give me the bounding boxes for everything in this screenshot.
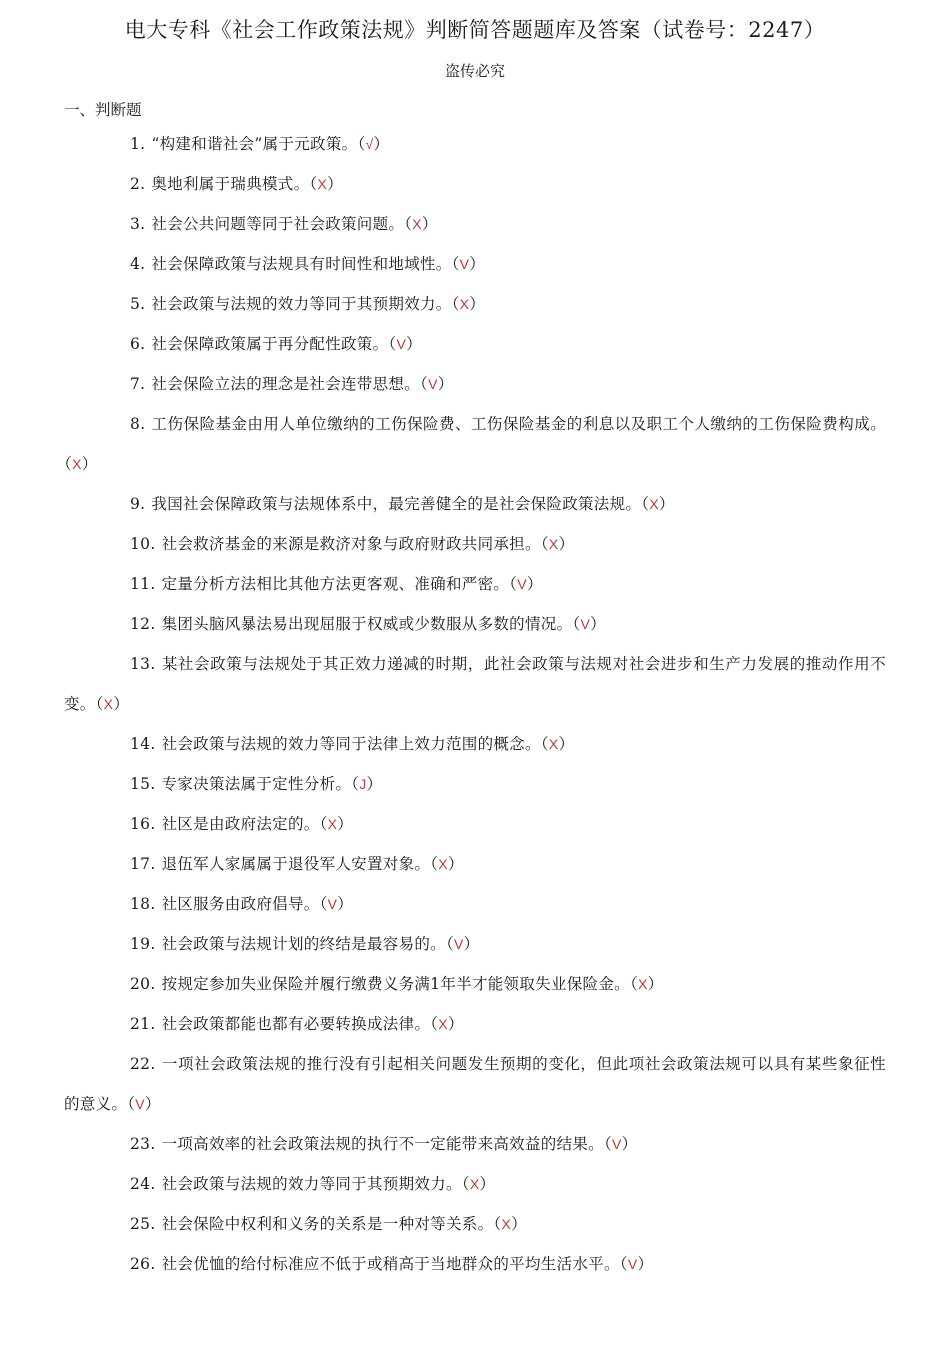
question-text: 一项社会政策法规的推行没有引起相关问题发生预期的变化，但此项社会政策法规可以具有某些象征性的意义。 — [64, 1055, 886, 1113]
answer-open-paren: （ — [309, 175, 318, 193]
answer-mark: X — [638, 976, 648, 992]
question-item — [64, 1004, 886, 1044]
question-number: 8. — [130, 415, 146, 433]
question-text: 社区服务由政府倡导。 — [161, 895, 320, 913]
answer-open-paren: （ — [357, 135, 366, 153]
answer — [430, 1015, 464, 1033]
answer-open-paren: （ — [451, 295, 460, 313]
answer-close-paren: ） — [373, 135, 390, 153]
document-title: 电大专科《社会工作政策法规》判断简答题题库及答案（试卷号：2247） — [124, 18, 826, 42]
question-item — [64, 964, 886, 1004]
question-text: 社会政策与法规的效力等同于其预期效力。 — [151, 295, 452, 313]
answer-open-paren: （ — [572, 615, 581, 633]
answer-close-paren: ） — [647, 975, 664, 993]
question-number: 12. — [130, 615, 156, 633]
answer-close-paren: ） — [447, 1015, 464, 1033]
question-item — [64, 1044, 886, 1124]
answer-mark: V — [459, 256, 470, 272]
answer-mark: V — [627, 1256, 638, 1272]
question-item — [64, 164, 886, 204]
question-text: 奥地利属于瑞典模式。 — [151, 175, 310, 193]
question-number: 25. — [130, 1215, 156, 1233]
question-number: 23. — [130, 1135, 156, 1153]
question-number: 10. — [130, 535, 156, 553]
answer-close-paren: ） — [558, 735, 575, 753]
answer — [96, 695, 130, 713]
answer-mark: X — [412, 216, 422, 232]
answer — [64, 455, 98, 473]
answer-open-paren: （ — [629, 975, 638, 993]
answer-open-paren: （ — [430, 1015, 439, 1033]
answer — [452, 295, 486, 313]
question-number: 15. — [130, 775, 156, 793]
question-text: 社会公共问题等同于社会政策问题。 — [151, 215, 405, 233]
question-number: 17. — [130, 855, 156, 873]
question-number: 3. — [130, 215, 146, 233]
question-number: 22. — [130, 1055, 156, 1073]
answer-mark: X — [501, 1216, 512, 1232]
question-item — [64, 804, 886, 844]
answer — [388, 335, 422, 353]
answer-open-paren: （ — [388, 335, 397, 353]
question-text: “构建和谐社会”属于元政策。 — [151, 135, 358, 153]
answer-open-paren: （ — [509, 575, 518, 593]
question-text: 社会政策与法规的效力等同于其预期效力。 — [161, 1175, 462, 1193]
answer — [320, 815, 354, 833]
answer-mark: J — [359, 776, 367, 792]
question-number: 11. — [130, 575, 156, 593]
answer-mark: X — [649, 496, 659, 512]
answer-open-paren: （ — [445, 935, 455, 953]
answer-mark: X — [327, 816, 338, 832]
question-text: 社会政策与法规的效力等同于法律上效力范围的概念。 — [161, 735, 541, 753]
question-text: 社会保险立法的理念是社会连带思想。 — [151, 375, 420, 393]
question-text: 社会优恤的给付标准应不低于或稍高于当地群众的平均生活水平。 — [161, 1255, 620, 1273]
question-item — [64, 1204, 886, 1244]
answer-mark: √ — [365, 136, 374, 152]
question-item — [64, 524, 886, 564]
answer — [641, 495, 675, 513]
question-text: 退伍军人家属属于退役军人安置对象。 — [161, 855, 431, 873]
question-item — [64, 1124, 886, 1164]
question-number: 18. — [130, 895, 156, 913]
answer-mark: X — [548, 536, 559, 552]
answer-mark: V — [580, 616, 591, 632]
answer-mark: X — [469, 1176, 480, 1192]
answer — [430, 855, 464, 873]
answer-close-paren: ） — [558, 535, 575, 553]
answer-close-paren: ） — [590, 615, 606, 633]
answer-close-paren: ） — [406, 335, 422, 353]
question-text: 社区是由政府法定的。 — [161, 815, 320, 833]
question-number: 5. — [130, 295, 146, 313]
question-number: 14. — [130, 735, 156, 753]
answer-close-paren: ） — [479, 1175, 496, 1193]
answer-close-paren: ） — [463, 935, 480, 953]
question-text: 按规定参加失业保险并履行缴费义务满1年半才能领取失业保险金。 — [161, 975, 630, 993]
answer-open-paren: （ — [420, 375, 429, 393]
question-number: 9. — [130, 495, 146, 513]
answer-open-paren: （ — [430, 855, 439, 873]
question-item — [64, 644, 886, 724]
question-number: 1. — [130, 135, 146, 153]
answer-open-paren: （ — [404, 215, 413, 233]
answer-close-paren: ） — [337, 815, 354, 833]
answer-close-paren: ） — [511, 1215, 527, 1233]
question-item — [64, 1164, 886, 1204]
question-number: 4. — [130, 255, 146, 273]
document-subtitle: 盗传必究 — [444, 62, 505, 80]
question-text: 社会政策都能也都有必要转换成法律。 — [161, 1015, 431, 1033]
answer — [351, 775, 382, 793]
question-text: 工伤保险基金由用人单位缴纳的工伤保险费、工伤保险基金的利息以及职工个人缴纳的工伤保险费构成。 — [151, 415, 886, 433]
answer-close-paren: ） — [469, 255, 486, 273]
answer-open-paren: （ — [603, 1135, 613, 1153]
answer-close-paren: ） — [637, 1255, 654, 1273]
answer — [357, 135, 389, 153]
answer-open-paren: （ — [540, 735, 549, 753]
answer-mark: V — [612, 1136, 622, 1152]
question-list — [64, 124, 886, 1284]
question-number: 21. — [130, 1015, 156, 1033]
question-text: 社会政策与法规计划的终结是最容易的。 — [161, 935, 446, 953]
answer-open-paren: （ — [95, 695, 104, 713]
answer-mark: X — [438, 1016, 448, 1032]
answer-mark: X — [438, 856, 448, 872]
answer-close-paren: ） — [437, 375, 454, 393]
answer-close-paren: ） — [469, 295, 486, 313]
question-text: 集团头脑风暴法易出现屈服于权威或少数服从多数的情况。 — [161, 615, 573, 633]
answer-mark: V — [327, 896, 338, 912]
answer — [620, 1255, 654, 1273]
answer-close-paren: ） — [421, 215, 438, 233]
question-text: 社会救济基金的来源是救济对象与政府财政共同承担。 — [161, 535, 541, 553]
answer — [404, 215, 438, 233]
answer — [572, 615, 606, 633]
question-number: 6. — [130, 335, 146, 353]
question-item — [64, 364, 886, 404]
answer-mark: V — [428, 376, 438, 392]
answer-open-paren: （ — [461, 1175, 470, 1193]
question-item — [64, 724, 886, 764]
answer — [420, 375, 454, 393]
question-number: 26. — [130, 1255, 156, 1273]
answer — [541, 535, 575, 553]
answer-open-paren: （ — [319, 895, 328, 913]
question-item — [64, 284, 886, 324]
question-item — [64, 764, 886, 804]
answer-close-paren: ） — [447, 855, 464, 873]
question-number: 13. — [130, 655, 156, 673]
answer — [493, 1215, 527, 1233]
question-text: 社会保险中权利和义务的关系是一种对等关系。 — [161, 1215, 494, 1233]
question-number: 2. — [130, 175, 146, 193]
question-text: 一项高效率的社会政策法规的执行不一定能带来高效益的结果。 — [161, 1135, 604, 1153]
answer-close-paren: ） — [366, 775, 383, 793]
answer-mark: V — [517, 576, 527, 592]
answer — [452, 255, 486, 273]
answer-open-paren: （ — [127, 1095, 136, 1113]
answer — [462, 1175, 496, 1193]
answer-close-paren: ） — [658, 495, 675, 513]
question-number: 16. — [130, 815, 156, 833]
question-text: 某社会政策与法规处于其正效力递减的时期，此社会政策与法规对社会进步和生产力发展的推动作用不变。 — [64, 655, 886, 713]
answer-open-paren: （ — [451, 255, 460, 273]
answer-open-paren: （ — [319, 815, 328, 833]
question-item — [64, 244, 886, 284]
answer — [309, 175, 343, 193]
section-heading: 一、判断题 — [64, 101, 142, 119]
question-item — [64, 324, 886, 364]
question-number: 7. — [130, 375, 146, 393]
answer — [446, 935, 480, 953]
question-item — [64, 404, 886, 484]
answer-close-paren: ） — [337, 895, 354, 913]
answer-mark: X — [548, 736, 559, 752]
question-text: 专家决策法属于定性分析。 — [161, 775, 352, 793]
question-number: 19. — [130, 935, 156, 953]
question-item — [64, 484, 886, 524]
answer-open-paren: （ — [641, 495, 650, 513]
answer-mark: V — [135, 1096, 145, 1112]
answer — [604, 1135, 638, 1153]
answer-open-paren: （ — [619, 1255, 628, 1273]
answer — [509, 575, 543, 593]
answer — [320, 895, 354, 913]
answer — [127, 1095, 161, 1113]
answer-mark: X — [103, 696, 114, 712]
answer-open-paren: （ — [64, 455, 73, 473]
answer-close-paren: ） — [144, 1095, 161, 1113]
question-item — [64, 844, 886, 884]
question-number: 20. — [130, 975, 156, 993]
answer-mark: X — [317, 176, 328, 192]
question-item — [64, 604, 886, 644]
question-text: 定量分析方法相比其他方法更客观、准确和严密。 — [161, 575, 510, 593]
answer-close-paren: ） — [526, 575, 543, 593]
answer-mark: X — [72, 456, 82, 472]
answer — [541, 735, 575, 753]
question-item — [64, 124, 886, 164]
answer-open-paren: （ — [351, 775, 360, 793]
answer — [630, 975, 664, 993]
answer-close-paren: ） — [81, 455, 98, 473]
answer-close-paren: ） — [621, 1135, 638, 1153]
question-item — [64, 924, 886, 964]
answer-open-paren: （ — [493, 1215, 502, 1233]
question-text: 社会保障政策与法规具有时间性和地域性。 — [151, 255, 452, 273]
question-item — [64, 204, 886, 244]
question-text: 我国社会保障政策与法规体系中，最完善健全的是社会保险政策法规。 — [151, 495, 642, 513]
answer-mark: V — [454, 936, 464, 952]
answer-mark: V — [396, 336, 407, 352]
question-number: 24. — [130, 1175, 156, 1193]
question-item — [64, 1244, 886, 1284]
question-item — [64, 884, 886, 924]
answer-mark: X — [459, 296, 470, 312]
answer-close-paren: ） — [327, 175, 343, 193]
question-item — [64, 564, 886, 604]
answer-close-paren: ） — [113, 695, 130, 713]
answer-open-paren: （ — [540, 535, 549, 553]
question-text: 社会保障政策属于再分配性政策。 — [151, 335, 389, 353]
